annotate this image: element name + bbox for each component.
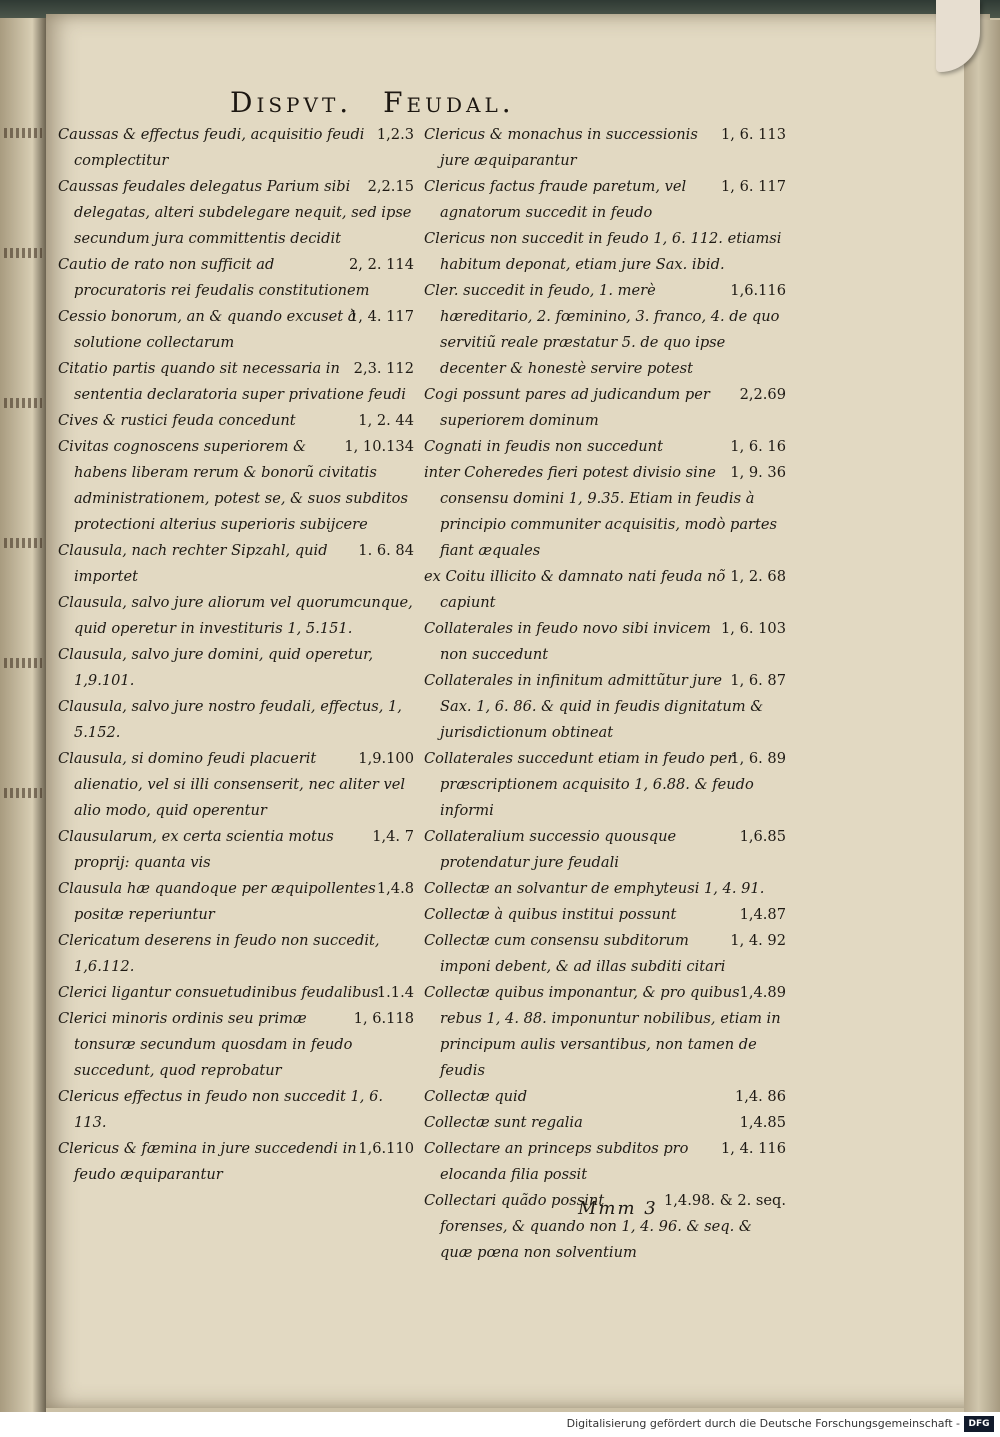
index-entry-text: Clausularum, ex certa scientia motus proprij: quanta vis (58, 828, 334, 871)
index-entry (424, 1136, 786, 1188)
index-entry (58, 1136, 414, 1188)
index-entry-text: Collectæ à quibus institui possunt (424, 906, 677, 923)
index-entry (424, 616, 786, 668)
index-entry-reference: 1, 6.118 (353, 1010, 414, 1027)
index-entry (424, 278, 786, 382)
index-entry (424, 668, 786, 746)
facing-page-margin (0, 18, 46, 1412)
index-entry (424, 460, 786, 564)
index-entry-reference: 1, 6. 117 (721, 178, 786, 195)
index-entry (58, 746, 414, 824)
page-block-edge (964, 20, 1000, 1412)
index-entry-reference: 1, 4. 92 (730, 932, 786, 949)
facing-page-bleed (4, 658, 42, 668)
index-entry (424, 824, 786, 876)
index-entry-text: ex Coitu illicito & damnato nati feuda nõ capiunt (424, 568, 726, 611)
index-entry-text: Clericus factus fraude paretum, vel agnatorum succedit in feudo (424, 178, 687, 221)
index-entry-text: Collaterales succedunt etiam in feudo per præscriptionem acquisito 1, 6.88. & feudo informi (424, 750, 754, 819)
index-entry (58, 252, 414, 304)
index-entry-text: Clerici ligantur consuetudinibus feudalibus (58, 984, 379, 1001)
index-entry (58, 1084, 414, 1136)
index-entry-reference: 1. 6. 84 (358, 542, 414, 559)
index-entry (58, 590, 414, 642)
facing-page-bleed (4, 398, 42, 408)
index-entry-text: Clausula, salvo jure domini, quid operetur, 1,9.101. (58, 646, 374, 689)
running-head-word-1: Dispvt. (230, 86, 353, 119)
index-entry (424, 876, 786, 902)
dfg-logo-icon: DFG (964, 1416, 994, 1432)
index-entry (58, 694, 414, 746)
index-entry-reference: 1,4.98. & 2. seq. (664, 1192, 786, 1209)
index-entry-reference: 1, 10.134 (344, 438, 414, 455)
index-entry-text: Cogi possunt pares ad judicandum per superiorem dominum (424, 386, 710, 429)
index-entry-text: Clausula, si domino feudi placuerit alienatio, vel si illi consenserit, nec aliter vel alio modo, quid operentur (58, 750, 406, 819)
index-entry (58, 304, 414, 356)
index-entry-reference: 1, 2. 44 (358, 412, 414, 429)
index-entry-text: Clausula, salvo jure nostro feudali, effectus, 1, 5.152. (58, 698, 402, 741)
index-entry (424, 226, 786, 278)
index-entry-text: Clericus & fæmina in jure succedendi in feudo æquiparantur (58, 1140, 357, 1183)
index-entry (424, 434, 786, 460)
index-entry-text: Civitas cognoscens superiorem & habens liberam rerum & bonorũ civitatis administrationem, potest se, & suos subditos protectioni alterius superioris subijcere (58, 438, 408, 533)
index-entry-reference: 1, 6. 113 (721, 126, 786, 143)
index-entry (58, 434, 414, 538)
index-entry-text: Collateralium successio quousque protendatur jure feudali (424, 828, 677, 871)
index-entry-reference: 1.1.4 (376, 984, 414, 1001)
index-entry-text: Clericus & monachus in successionis jure æquiparantur (424, 126, 698, 169)
signature-mark: Mmm 3 (578, 1198, 658, 1219)
facing-page-bleed (4, 788, 42, 798)
index-entry-text: Collectæ cum consensu subditorum imponi debent, & ad illas subditi citari (424, 932, 726, 975)
index-entry-text: Collectare an princeps subditos pro elocanda filia possit (424, 1140, 689, 1183)
index-entry-reference: 1, 2. 68 (730, 568, 786, 585)
index-entry-text: Collectæ an solvantur de emphyteusi 1, 4. 91. (424, 880, 765, 897)
index-entry-text: Collectari quãdo possint forenses, & quando non 1, 4. 96. & seq. & quæ pœna non solventium (424, 1192, 752, 1261)
index-entry-reference: 1,9.100 (358, 750, 414, 767)
index-entry-text: Citatio partis quando sit necessaria in sententia declaratoria super privatione feudi (58, 360, 406, 403)
index-entry-reference: 2,2.69 (739, 386, 786, 403)
index-entry-text: Clericatum deserens in feudo non succedit, 1,6.112. (58, 932, 380, 975)
index-entry (58, 1006, 414, 1084)
index-entry-reference: 2,3. 112 (353, 360, 414, 377)
index-entry-text: Collectæ sunt regalia (424, 1114, 583, 1131)
index-entry (58, 824, 414, 876)
index-entry-text: Cives & rustici feuda concedunt (58, 412, 296, 429)
index-entry-reference: 1,4.8 (376, 880, 414, 897)
index-entry-reference: 1,4. 7 (372, 828, 414, 845)
index-entry-reference: 1, 4. 116 (721, 1140, 786, 1157)
index-entry-reference: 1,6.85 (739, 828, 786, 845)
index-entry-text: Cessio bonorum, an & quando excuset à solutione collectarum (58, 308, 357, 351)
index-entry-reference: 1,6.110 (358, 1140, 414, 1157)
index-entry-reference: 1, 9. 36 (730, 464, 786, 481)
facing-page-bleed (4, 128, 42, 138)
index-entry-reference: 1,4. 86 (734, 1088, 786, 1105)
footer-bar (0, 1412, 1000, 1437)
index-entry (424, 1084, 786, 1110)
index-entry (424, 1110, 786, 1136)
index-entry-reference: 1, 6. 16 (730, 438, 786, 455)
index-entry-text: Clericus effectus in feudo non succedit 1, 6. 113. (58, 1088, 383, 1131)
index-entry (58, 122, 414, 174)
index-entry (58, 356, 414, 408)
facing-page-bleed (4, 538, 42, 548)
running-head-word-2: Feudal. (383, 86, 515, 119)
index-entry-text: Caussas feudales delegatus Parium sibi delegatas, alteri subdelegare nequit, sed ipse secundum jura committentis decidit (58, 178, 412, 247)
index-entry-text: Collaterales in infinitum admittũtur jure Sax. 1, 6. 86. & quid in feudis dignitatum & jurisdictionum obtineat (424, 672, 764, 741)
index-entry-reference: 1,6.116 (730, 282, 786, 299)
index-entry (424, 122, 786, 174)
index-entry-reference: 1, 6. 87 (730, 672, 786, 689)
index-entry (58, 538, 414, 590)
running-head (230, 86, 750, 126)
index-entry-text: Clericus non succedit in feudo 1, 6. 112. etiamsi habitum deponat, etiam jure Sax. ibid. (424, 230, 782, 273)
index-entry-reference: 1,2.3 (376, 126, 414, 143)
index-entry (424, 174, 786, 226)
index-entry-text: Clerici minoris ordinis seu primæ tonsuræ secundum quosdam in feudo succedunt, quod reprobatur (58, 1010, 353, 1079)
index-entry-text: inter Coheredes fieri potest divisio sine consensu domini 1, 9.35. Etiam in feudis à principio communiter acquisitis, modò partes fiant æquales (424, 464, 778, 559)
index-entry (58, 408, 414, 434)
index-entry-reference: 1, 4. 117 (349, 308, 414, 325)
index-entry-text: Clausula, salvo jure aliorum vel quorumcunque, quid operetur in investituris 1, 5.151. (58, 594, 413, 637)
index-entry-text: Cler. succedit in feudo, 1. merè hæreditario, 2. fœminino, 3. franco, 4. de quo servitiũ reale præstatur 5. de quo ipse decenter & honestè servire potest (424, 282, 780, 377)
index-entry-reference: 1,4.85 (739, 1114, 786, 1131)
index-entry-text: Collaterales in feudo novo sibi invicem non succedunt (424, 620, 711, 663)
index-entry (58, 980, 414, 1006)
index-entry (424, 928, 786, 980)
index-entry-reference: 1,4.87 (739, 906, 786, 923)
index-entry-text: Cognati in feudis non succedunt (424, 438, 663, 455)
index-entry-reference: 1,4.89 (739, 984, 786, 1001)
index-entry-reference: 2, 2. 114 (349, 256, 414, 273)
index-entry (58, 876, 414, 928)
facing-page-bleed (4, 248, 42, 258)
index-entry (424, 746, 786, 824)
funding-credit: Digitalisierung gefördert durch die Deutsche Forschungsgemeinschaft - (566, 1417, 960, 1430)
index-entry (424, 382, 786, 434)
index-entry-text: Caussas & effectus feudi, acquisitio feudi complectitur (58, 126, 365, 169)
index-entry-text: Collectæ quid (424, 1088, 528, 1105)
index-entry-text: Collectæ quibus imponantur, & pro quibus rebus 1, 4. 88. imponuntur nobilibus, etiam in principum aulis versantibus, non tamen de feudis (424, 984, 781, 1079)
index-entry-text: Clausula hæ quandoque per æquipollentes positæ reperiuntur (58, 880, 376, 923)
index-entry-reference: 1, 6. 103 (721, 620, 786, 637)
index-entry (58, 928, 414, 980)
index-entry (58, 642, 414, 694)
index-entry-text: Clausula, nach rechter Sipzahl, quid importet (58, 542, 328, 585)
index-column-left (58, 122, 414, 1202)
index-entry-reference: 2,2.15 (367, 178, 414, 195)
index-entry (424, 564, 786, 616)
index-entry (58, 174, 414, 252)
index-entry (424, 902, 786, 928)
index-entry-reference: 1, 6. 89 (730, 750, 786, 767)
index-entry (424, 980, 786, 1084)
index-entry-text: Cautio de rato non sufficit ad procuratoris rei feudalis constitutionem (58, 256, 370, 299)
